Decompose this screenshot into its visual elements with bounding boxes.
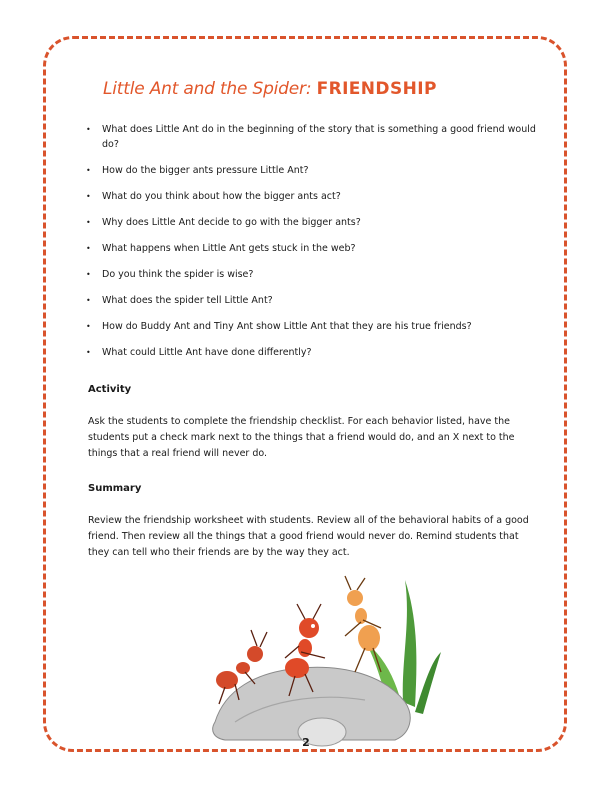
question-item: • Do you think the spider is wise? bbox=[86, 267, 536, 282]
orange-ant-right bbox=[345, 576, 381, 672]
discussion-questions bbox=[86, 122, 536, 371]
page-title bbox=[103, 79, 437, 99]
grass-blade bbox=[403, 580, 417, 707]
question-item: • How do the bigger ants pressure Little Ant? bbox=[86, 163, 536, 178]
question-item: • What does Little Ant do in the beginning of the story that is something a good friend would do? bbox=[86, 122, 536, 152]
activity-text: Ask the students to complete the friendship checklist. For each behavior listed, have the students put a check mark next to the things that a friend would do, and an X next to the things that a real friend will never do. bbox=[88, 416, 515, 460]
summary-heading: Summary bbox=[88, 483, 142, 494]
page-number: 2 bbox=[302, 736, 310, 749]
ants-on-rock-illustration bbox=[205, 572, 445, 750]
grass-blade bbox=[415, 652, 441, 714]
question-item: • What happens when Little Ant gets stuck in the web? bbox=[86, 241, 536, 256]
activity-heading: Activity bbox=[88, 384, 132, 395]
question-item: • What do you think about how the bigger ants act? bbox=[86, 189, 536, 204]
summary-text: Review the friendship worksheet with students. Review all of the behavioral habits of a good friend. Then review all the things that a good friend would never do. Remind students that they can tell who their friends are by the way they act. bbox=[88, 515, 529, 559]
question-item: • How do Buddy Ant and Tiny Ant show Little Ant that they are his true friends? bbox=[86, 319, 536, 334]
title-topic: FRIENDSHIP bbox=[316, 79, 437, 99]
question-item: • Why does Little Ant decide to go with the bigger ants? bbox=[86, 215, 536, 230]
title-story-name: Little Ant and the Spider: bbox=[103, 79, 317, 99]
question-item: • What does the spider tell Little Ant? bbox=[86, 293, 536, 308]
question-item: • What could Little Ant have done differently? bbox=[86, 345, 536, 360]
